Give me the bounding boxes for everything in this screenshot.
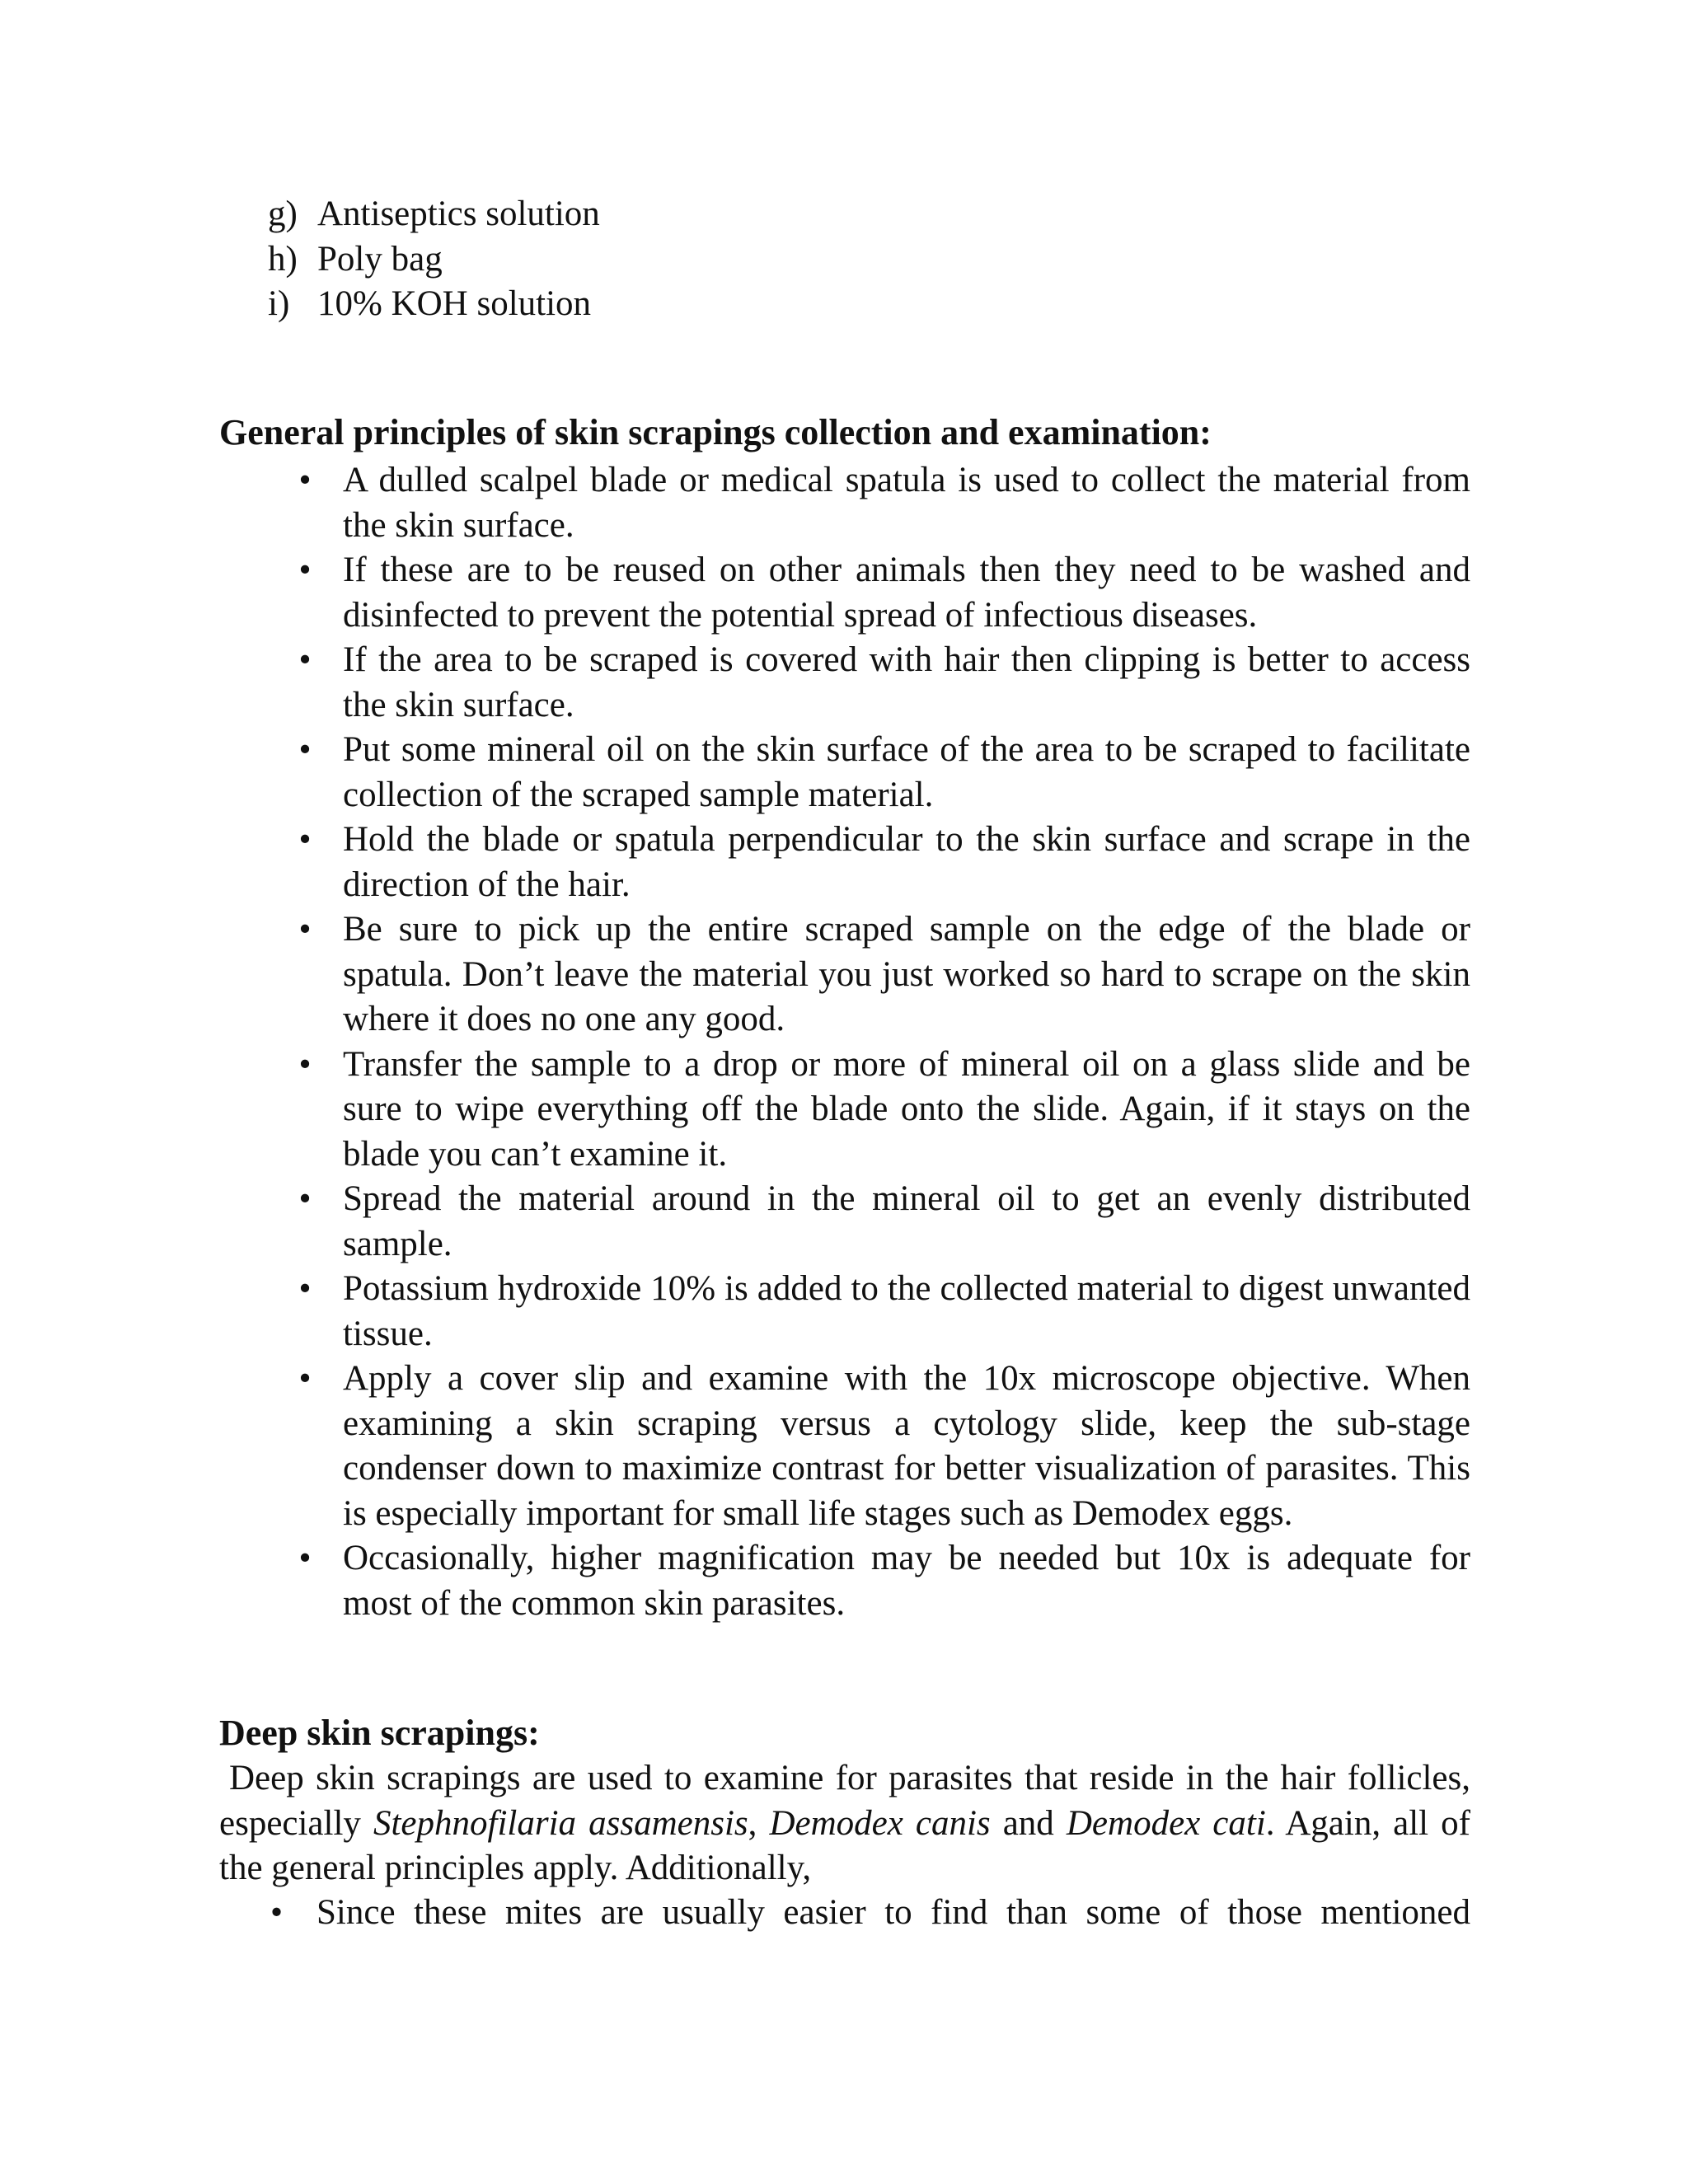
list-item — [297, 728, 1470, 818]
list-item — [297, 638, 1470, 728]
list-item — [268, 237, 1257, 283]
list-item — [270, 1891, 1470, 1936]
list-marker: i) — [268, 284, 290, 323]
list-item — [297, 1536, 1470, 1626]
separator-text: and — [990, 1803, 1067, 1843]
bullet-icon: • — [298, 1269, 312, 1308]
list-item-text: 10% KOH solution — [317, 284, 592, 323]
bullet-icon: • — [298, 910, 312, 949]
bullet-icon: • — [298, 1044, 312, 1084]
list-item — [297, 458, 1470, 548]
list-item-text: Be sure to pick up the entire scraped sample on the edge of the blade or spatula. Don’t leave the material you just worked so hard to scrape on the skin where it does no one any good. — [343, 910, 1470, 1038]
list-item — [268, 192, 1257, 237]
paragraph-text: . Again, all of the general principles apply. Additionally, — [219, 1803, 1471, 1887]
list-item — [297, 1043, 1470, 1178]
list-item-text: Transfer the sample to a drop or more of mineral oil on a glass slide and be sure to wipe everything off the blade onto the slide. Again, if it stays on the blade you can’t examine it. — [343, 1044, 1470, 1174]
bullet-icon: • — [298, 1539, 312, 1577]
list-item-text: If these are to be reused on other animals then they need to be washed and disinfected to prevent the potential spread of infectious diseases. — [343, 551, 1470, 635]
section-heading-general-principles: General principles of skin scrapings collection and examination: — [219, 412, 1212, 452]
species-name: Demodex cati — [1066, 1803, 1266, 1843]
list-item — [297, 1357, 1470, 1536]
list-item-text: Since these mites are usually easier to find than some of those mentioned — [316, 1893, 1470, 1932]
bullet-icon: • — [298, 551, 312, 589]
list-item — [268, 282, 1257, 327]
list-item — [297, 818, 1470, 907]
general-principles-list — [297, 458, 1470, 1626]
paragraph-text: Deep skin scrapings are used to examine for parasites that reside in the hair follicles, especially — [219, 1759, 1470, 1843]
list-marker: g) — [268, 194, 298, 233]
supplies-list — [268, 192, 1257, 327]
list-item — [297, 548, 1470, 638]
bullet-icon: • — [298, 730, 312, 769]
list-item-text: A dulled scalpel blade or medical spatula is used to collect the material from the skin surface. — [343, 461, 1470, 545]
list-item — [297, 1267, 1470, 1357]
list-marker: h) — [268, 239, 298, 279]
list-item — [297, 907, 1470, 1043]
bullet-icon: • — [298, 461, 312, 499]
species-name: Demodex canis — [769, 1803, 991, 1843]
bullet-icon: • — [298, 640, 312, 679]
bullet-icon: • — [270, 1893, 284, 1932]
deep-scrapings-list — [270, 1891, 1470, 1936]
list-item-text: Spread the material around in the mineral oil to get an evenly distributed sample. — [343, 1179, 1470, 1263]
list-item-text: Occasionally, higher magnification may be needed but 10x is adequate for most of the common skin parasites. — [343, 1539, 1470, 1623]
list-item — [297, 1177, 1470, 1267]
list-item-text: Antiseptics solution — [317, 194, 600, 233]
list-item-text: Put some mineral oil on the skin surface of the area to be scraped to facilitate collection of the scraped sample material. — [343, 730, 1470, 814]
bullet-icon: • — [298, 1179, 312, 1218]
list-item-text: Hold the blade or spatula perpendicular to the skin surface and scrape in the direction of the hair. — [343, 820, 1470, 904]
list-item-text: Potassium hydroxide 10% is added to the collected material to digest unwanted tissue. — [343, 1269, 1470, 1353]
deep-scrapings-paragraph — [219, 1756, 1470, 1891]
list-item-text: Poly bag — [317, 239, 443, 279]
section-heading-deep-skin-scrapings: Deep skin scrapings: — [219, 1713, 540, 1753]
species-name: Stephnofilaria assamensis — [373, 1803, 748, 1843]
separator-text: , — [748, 1803, 770, 1843]
bullet-icon: • — [298, 1359, 312, 1398]
list-item-text: Apply a cover slip and examine with the 10x microscope objective. When examining a skin scraping versus a cytology slide, keep the sub-stage condenser down to maximize contrast for better visualization of parasites. This is especially important for small life stages such as Demodex eggs. — [343, 1359, 1470, 1533]
list-item-text: If the area to be scraped is covered with hair then clipping is better to access the skin surface. — [343, 640, 1470, 724]
bullet-icon: • — [298, 820, 312, 859]
